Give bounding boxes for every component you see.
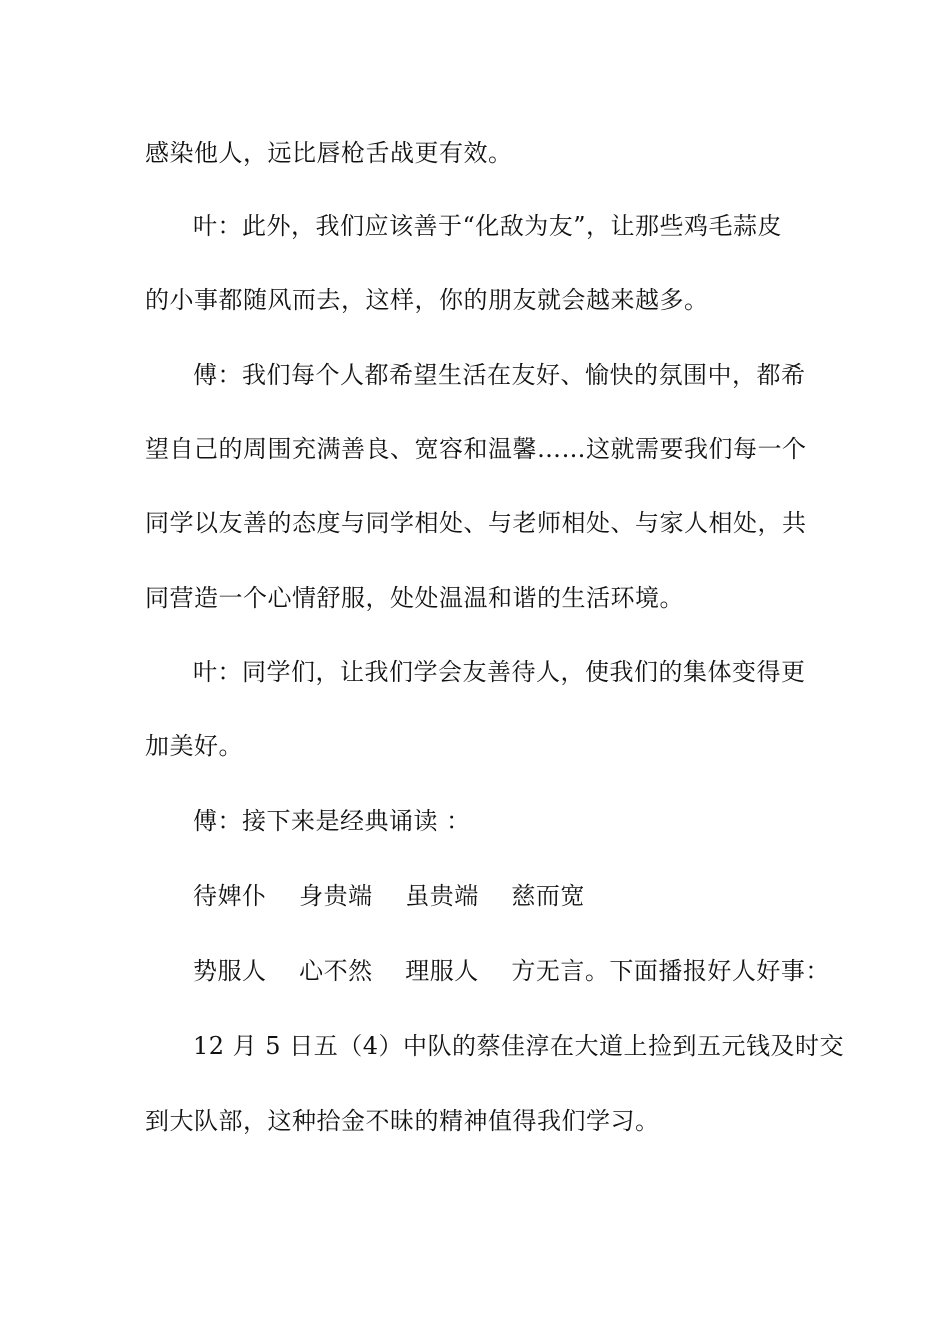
- text-line-5: 望自己的周围充满善良、宽容和温馨……这就需要我们每一个: [145, 435, 807, 463]
- text-line-7: 同营造一个心情舒服，处处温温和谐的生活环境。: [145, 584, 684, 612]
- text-line-8: 叶：同学们，让我们学会友善待人，使我们的集体变得更: [193, 658, 806, 686]
- text-line-9: 加美好。: [145, 732, 243, 760]
- text-line-11: 待婢仆 身贵端 虽贵端 慈而宽: [193, 882, 585, 910]
- text-line-1: 感染他人，远比唇枪舌战更有效。: [145, 139, 513, 167]
- text-line-12: 势服人 心不然 理服人 方无言。下面播报好人好事：: [193, 957, 830, 985]
- text-line-10: 傅：接下来是经典诵读 ：: [193, 807, 471, 835]
- text-line-6: 同学以友善的态度与同学相处、与老师相处、与家人相处，共: [145, 509, 807, 537]
- text-line-4: 傅：我们每个人都希望生活在友好、愉快的氛围中，都希: [193, 361, 806, 389]
- text-line-14: 到大队部，这种拾金不昧的精神值得我们学习。: [145, 1107, 660, 1135]
- text-line-3: 的小事都随风而去，这样，你的朋友就会越来越多。: [145, 286, 709, 314]
- text-line-2: 叶：此外，我们应该善于“化敌为友”，让那些鸡毛蒜皮: [193, 212, 783, 240]
- text-line-13: 12 月 5 日五（4）中队的蔡佳淳在大道上捡到五元钱及时交: [193, 1032, 844, 1060]
